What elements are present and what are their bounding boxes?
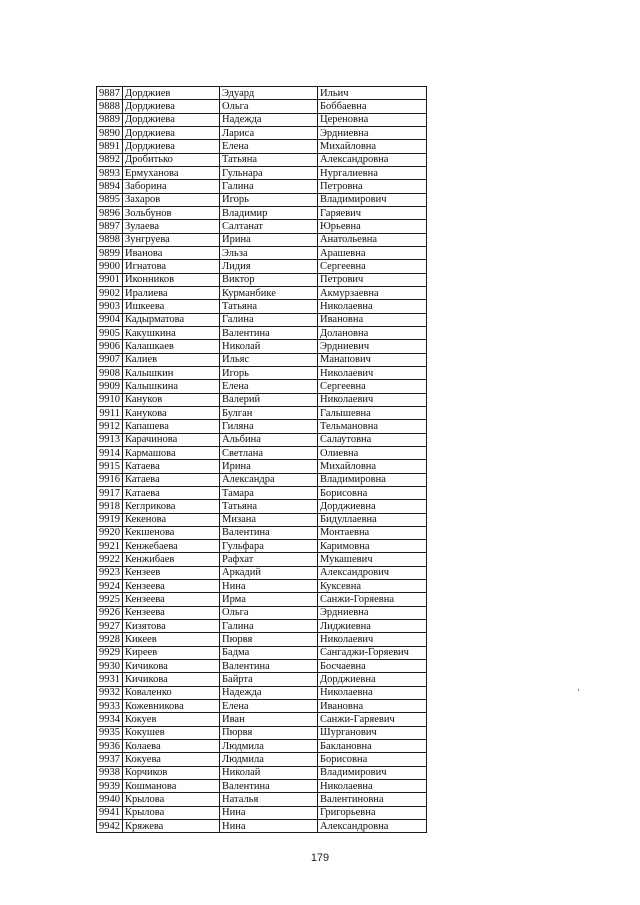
table-row [97, 87, 427, 100]
table-row [97, 113, 427, 126]
surname-cell: Калышкин [123, 366, 220, 379]
surname-cell: Кикеев [123, 633, 220, 646]
table-row [97, 620, 427, 633]
first-name-cell: Валентина [220, 660, 318, 673]
surname-cell: Захаров [123, 193, 220, 206]
first-name-cell: Галина [220, 620, 318, 633]
surname-cell: Крылова [123, 793, 220, 806]
record-number-cell: 9912 [97, 420, 123, 433]
first-name-cell: Альбина [220, 433, 318, 446]
table-row [97, 700, 427, 713]
table-row [97, 500, 427, 513]
first-name-cell: Гульнара [220, 166, 318, 179]
table-row [97, 553, 427, 566]
patronymic-cell: Арашевна [318, 246, 427, 259]
record-number-cell: 9934 [97, 713, 123, 726]
table-row [97, 246, 427, 259]
first-name-cell: Салтанат [220, 220, 318, 233]
patronymic-cell: Николаевна [318, 780, 427, 793]
patronymic-cell: Цереновна [318, 113, 427, 126]
first-name-cell: Ирма [220, 593, 318, 606]
scan-speck [578, 689, 579, 691]
record-number-cell: 9915 [97, 460, 123, 473]
record-number-cell: 9913 [97, 433, 123, 446]
surname-cell: Заборина [123, 180, 220, 193]
patronymic-cell: Ивановна [318, 700, 427, 713]
table-row [97, 460, 427, 473]
patronymic-cell: Шурганович [318, 726, 427, 739]
first-name-cell: Мизана [220, 513, 318, 526]
table-row [97, 713, 427, 726]
surname-cell: Дорджиева [123, 113, 220, 126]
record-number-cell: 9940 [97, 793, 123, 806]
table-row [97, 780, 427, 793]
table-row [97, 206, 427, 219]
table-row [97, 660, 427, 673]
first-name-cell: Нина [220, 806, 318, 819]
table-row [97, 233, 427, 246]
surname-cell: Кензеев [123, 566, 220, 579]
surname-cell: Кичикова [123, 660, 220, 673]
patronymic-cell: Сангаджи-Горяевич [318, 646, 427, 659]
surname-cell: Кензеева [123, 606, 220, 619]
surname-cell: Зунгруева [123, 233, 220, 246]
patronymic-cell: Валентиновна [318, 793, 427, 806]
first-name-cell: Галина [220, 180, 318, 193]
surname-cell: Иванова [123, 246, 220, 259]
first-name-cell: Галина [220, 313, 318, 326]
surname-cell: Игнатова [123, 260, 220, 273]
surname-cell: Кекшенова [123, 526, 220, 539]
table-row [97, 126, 427, 139]
table-row [97, 300, 427, 313]
table-row [97, 580, 427, 593]
surname-cell: Кенжибаев [123, 553, 220, 566]
patronymic-cell: Александрович [318, 566, 427, 579]
table-row [97, 686, 427, 699]
surname-cell: Карачинова [123, 433, 220, 446]
first-name-cell: Эдуард [220, 87, 318, 100]
record-number-cell: 9905 [97, 326, 123, 339]
record-number-cell: 9898 [97, 233, 123, 246]
record-number-cell: 9918 [97, 500, 123, 513]
first-name-cell: Валентина [220, 526, 318, 539]
record-number-cell: 9911 [97, 406, 123, 419]
surname-cell: Ишкеева [123, 300, 220, 313]
record-number-cell: 9927 [97, 620, 123, 633]
surname-cell: Коваленко [123, 686, 220, 699]
record-number-cell: 9928 [97, 633, 123, 646]
patronymic-cell: Николаевич [318, 393, 427, 406]
record-number-cell: 9930 [97, 660, 123, 673]
record-number-cell: 9900 [97, 260, 123, 273]
surname-cell: Кошманова [123, 780, 220, 793]
first-name-cell: Людмила [220, 740, 318, 753]
first-name-cell: Иван [220, 713, 318, 726]
patronymic-cell: Николаевич [318, 633, 427, 646]
patronymic-cell: Александровна [318, 820, 427, 833]
first-name-cell: Елена [220, 380, 318, 393]
surname-cell: Дробитько [123, 153, 220, 166]
first-name-cell: Владимир [220, 206, 318, 219]
patronymic-cell: Акмурзаевна [318, 286, 427, 299]
record-number-cell: 9896 [97, 206, 123, 219]
table-row [97, 593, 427, 606]
table-row [97, 540, 427, 553]
record-number-cell: 9914 [97, 446, 123, 459]
record-number-cell: 9932 [97, 686, 123, 699]
table-row [97, 726, 427, 739]
surname-cell: Дорджиев [123, 87, 220, 100]
first-name-cell: Светлана [220, 446, 318, 459]
patronymic-cell: Владимировна [318, 473, 427, 486]
record-number-cell: 9937 [97, 753, 123, 766]
record-number-cell: 9926 [97, 606, 123, 619]
patronymic-cell: Боббаевна [318, 100, 427, 113]
first-name-cell: Ирина [220, 460, 318, 473]
surname-cell: Кензеева [123, 593, 220, 606]
record-number-cell: 9904 [97, 313, 123, 326]
surname-cell: Кармашова [123, 446, 220, 459]
surname-cell: Катаева [123, 473, 220, 486]
patronymic-cell: Олиевна [318, 446, 427, 459]
first-name-cell: Ирина [220, 233, 318, 246]
table-row [97, 793, 427, 806]
patronymic-cell: Ильич [318, 87, 427, 100]
record-number-cell: 9921 [97, 540, 123, 553]
first-name-cell: Гульфара [220, 540, 318, 553]
surname-cell: Кокуева [123, 753, 220, 766]
patronymic-cell: Манапович [318, 353, 427, 366]
surname-cell: Кокушев [123, 726, 220, 739]
surname-cell: Катаева [123, 486, 220, 499]
patronymic-cell: Салаутовна [318, 433, 427, 446]
surname-cell: Дорджиева [123, 140, 220, 153]
surname-cell: Кичикова [123, 673, 220, 686]
surname-cell: Крылова [123, 806, 220, 819]
table-row [97, 286, 427, 299]
table-row [97, 260, 427, 273]
table-row [97, 393, 427, 406]
record-number-cell: 9935 [97, 726, 123, 739]
surname-cell: Катаева [123, 460, 220, 473]
first-name-cell: Николай [220, 766, 318, 779]
record-number-cell: 9897 [97, 220, 123, 233]
record-number-cell: 9922 [97, 553, 123, 566]
patronymic-cell: Санжи-Гаряевич [318, 713, 427, 726]
surname-cell: Дорджиева [123, 126, 220, 139]
record-number-cell: 9936 [97, 740, 123, 753]
table-row [97, 273, 427, 286]
record-number-cell: 9924 [97, 580, 123, 593]
table-row [97, 153, 427, 166]
record-number-cell: 9901 [97, 273, 123, 286]
surname-cell: Кензеева [123, 580, 220, 593]
record-number-cell: 9925 [97, 593, 123, 606]
patronymic-cell: Михайловна [318, 460, 427, 473]
patronymic-cell: Григорьевна [318, 806, 427, 819]
table-row [97, 166, 427, 179]
surname-cell: Кокуев [123, 713, 220, 726]
record-number-cell: 9923 [97, 566, 123, 579]
surname-cell: Зольбунов [123, 206, 220, 219]
page-number: 179 [310, 852, 330, 864]
first-name-cell: Ольга [220, 606, 318, 619]
table-row [97, 313, 427, 326]
first-name-cell: Елена [220, 140, 318, 153]
first-name-cell: Николай [220, 340, 318, 353]
record-number-cell: 9893 [97, 166, 123, 179]
first-name-cell: Байрта [220, 673, 318, 686]
table-row [97, 566, 427, 579]
table-row [97, 646, 427, 659]
first-name-cell: Эльза [220, 246, 318, 259]
first-name-cell: Валентина [220, 326, 318, 339]
surname-cell: Калышкина [123, 380, 220, 393]
patronymic-cell: Владимирович [318, 766, 427, 779]
first-name-cell: Татьяна [220, 500, 318, 513]
patronymic-cell: Куксевна [318, 580, 427, 593]
first-name-cell: Пюрвя [220, 726, 318, 739]
record-number-cell: 9890 [97, 126, 123, 139]
table-row [97, 420, 427, 433]
surname-cell: Кенжебаева [123, 540, 220, 553]
surname-cell: Колаева [123, 740, 220, 753]
surname-cell: Калиев [123, 353, 220, 366]
patronymic-cell: Долановна [318, 326, 427, 339]
first-name-cell: Тамара [220, 486, 318, 499]
surname-cell: Корчиков [123, 766, 220, 779]
record-number-cell: 9910 [97, 393, 123, 406]
patronymic-cell: Тельмановна [318, 420, 427, 433]
patronymic-cell: Борисовна [318, 486, 427, 499]
surname-cell: Канукова [123, 406, 220, 419]
record-number-cell: 9906 [97, 340, 123, 353]
patronymic-cell: Галышевна [318, 406, 427, 419]
first-name-cell: Наталья [220, 793, 318, 806]
patronymic-cell: Михайловна [318, 140, 427, 153]
record-number-cell: 9887 [97, 87, 123, 100]
surname-cell: Ермуханова [123, 166, 220, 179]
first-name-cell: Татьяна [220, 153, 318, 166]
table-row [97, 406, 427, 419]
table-row [97, 380, 427, 393]
record-number-cell: 9891 [97, 140, 123, 153]
first-name-cell: Виктор [220, 273, 318, 286]
names-table [96, 86, 427, 833]
first-name-cell: Лариса [220, 126, 318, 139]
patronymic-cell: Санжи-Горяевна [318, 593, 427, 606]
surname-cell: Зулаева [123, 220, 220, 233]
record-number-cell: 9892 [97, 153, 123, 166]
table-row [97, 433, 427, 446]
first-name-cell: Нина [220, 820, 318, 833]
first-name-cell: Валентина [220, 780, 318, 793]
record-number-cell: 9941 [97, 806, 123, 819]
record-number-cell: 9942 [97, 820, 123, 833]
first-name-cell: Гиляна [220, 420, 318, 433]
table-row [97, 673, 427, 686]
table-row [97, 180, 427, 193]
surname-cell: Кеглрикова [123, 500, 220, 513]
first-name-cell: Пюрвя [220, 633, 318, 646]
surname-cell: Киреев [123, 646, 220, 659]
record-number-cell: 9908 [97, 366, 123, 379]
table-row [97, 140, 427, 153]
first-name-cell: Лидия [220, 260, 318, 273]
surname-cell: Кожевникова [123, 700, 220, 713]
first-name-cell: Курманбике [220, 286, 318, 299]
patronymic-cell: Эрдниевич [318, 340, 427, 353]
table-row [97, 820, 427, 833]
record-number-cell: 9931 [97, 673, 123, 686]
table-row [97, 353, 427, 366]
patronymic-cell: Босчаевна [318, 660, 427, 673]
surname-cell: Кряжева [123, 820, 220, 833]
patronymic-cell: Бидуллаевна [318, 513, 427, 526]
surname-cell: Кануков [123, 393, 220, 406]
record-number-cell: 9907 [97, 353, 123, 366]
first-name-cell: Елена [220, 700, 318, 713]
first-name-cell: Ольга [220, 100, 318, 113]
first-name-cell: Бадма [220, 646, 318, 659]
record-number-cell: 9889 [97, 113, 123, 126]
first-name-cell: Надежда [220, 686, 318, 699]
first-name-cell: Валерий [220, 393, 318, 406]
table-row [97, 446, 427, 459]
table-row [97, 753, 427, 766]
record-number-cell: 9888 [97, 100, 123, 113]
table-row [97, 766, 427, 779]
record-number-cell: 9939 [97, 780, 123, 793]
table-row [97, 326, 427, 339]
table-row [97, 606, 427, 619]
table-row [97, 740, 427, 753]
patronymic-cell: Монтаевна [318, 526, 427, 539]
first-name-cell: Ильяс [220, 353, 318, 366]
patronymic-cell: Лиджиевна [318, 620, 427, 633]
first-name-cell: Аркадий [220, 566, 318, 579]
patronymic-cell: Гаряевич [318, 206, 427, 219]
table-row [97, 633, 427, 646]
record-number-cell: 9920 [97, 526, 123, 539]
table-row [97, 513, 427, 526]
table-row [97, 193, 427, 206]
patronymic-cell: Каримовна [318, 540, 427, 553]
table-row [97, 486, 427, 499]
first-name-cell: Игорь [220, 193, 318, 206]
patronymic-cell: Николаевич [318, 366, 427, 379]
first-name-cell: Людмила [220, 753, 318, 766]
record-number-cell: 9916 [97, 473, 123, 486]
record-number-cell: 9902 [97, 286, 123, 299]
surname-cell: Иралиева [123, 286, 220, 299]
patronymic-cell: Эрдниевна [318, 606, 427, 619]
patronymic-cell: Николаевна [318, 300, 427, 313]
table-row [97, 806, 427, 819]
surname-cell: Калашкаев [123, 340, 220, 353]
record-number-cell: 9933 [97, 700, 123, 713]
first-name-cell: Татьяна [220, 300, 318, 313]
surname-cell: Иконников [123, 273, 220, 286]
patronymic-cell: Петрович [318, 273, 427, 286]
patronymic-cell: Дорджиевна [318, 673, 427, 686]
table-row [97, 473, 427, 486]
record-number-cell: 9894 [97, 180, 123, 193]
patronymic-cell: Александровна [318, 153, 427, 166]
first-name-cell: Нина [220, 580, 318, 593]
patronymic-cell: Сергеевна [318, 380, 427, 393]
table-row [97, 220, 427, 233]
record-number-cell: 9909 [97, 380, 123, 393]
surname-cell: Какушкина [123, 326, 220, 339]
record-number-cell: 9903 [97, 300, 123, 313]
table-row [97, 366, 427, 379]
record-number-cell: 9938 [97, 766, 123, 779]
surname-cell: Кекенова [123, 513, 220, 526]
record-number-cell: 9917 [97, 486, 123, 499]
first-name-cell: Игорь [220, 366, 318, 379]
surname-cell: Дорджиева [123, 100, 220, 113]
surname-cell: Кадырматова [123, 313, 220, 326]
patronymic-cell: Сергеевна [318, 260, 427, 273]
patronymic-cell: Мукашевич [318, 553, 427, 566]
patronymic-cell: Эрдниевна [318, 126, 427, 139]
patronymic-cell: Юрьевна [318, 220, 427, 233]
record-number-cell: 9899 [97, 246, 123, 259]
patronymic-cell: Баклановна [318, 740, 427, 753]
first-name-cell: Александра [220, 473, 318, 486]
first-name-cell: Рафхат [220, 553, 318, 566]
record-number-cell: 9895 [97, 193, 123, 206]
patronymic-cell: Нургалиевна [318, 166, 427, 179]
table-row [97, 526, 427, 539]
patronymic-cell: Борисовна [318, 753, 427, 766]
first-name-cell: Булган [220, 406, 318, 419]
surname-cell: Капашева [123, 420, 220, 433]
record-number-cell: 9929 [97, 646, 123, 659]
surname-cell: Кизятова [123, 620, 220, 633]
patronymic-cell: Владимирович [318, 193, 427, 206]
table-row [97, 340, 427, 353]
table-row [97, 100, 427, 113]
patronymic-cell: Анатольевна [318, 233, 427, 246]
patronymic-cell: Петровна [318, 180, 427, 193]
record-number-cell: 9919 [97, 513, 123, 526]
names-table-body [97, 87, 427, 833]
first-name-cell: Надежда [220, 113, 318, 126]
patronymic-cell: Ивановна [318, 313, 427, 326]
patronymic-cell: Николаевна [318, 686, 427, 699]
patronymic-cell: Дорджиевна [318, 500, 427, 513]
